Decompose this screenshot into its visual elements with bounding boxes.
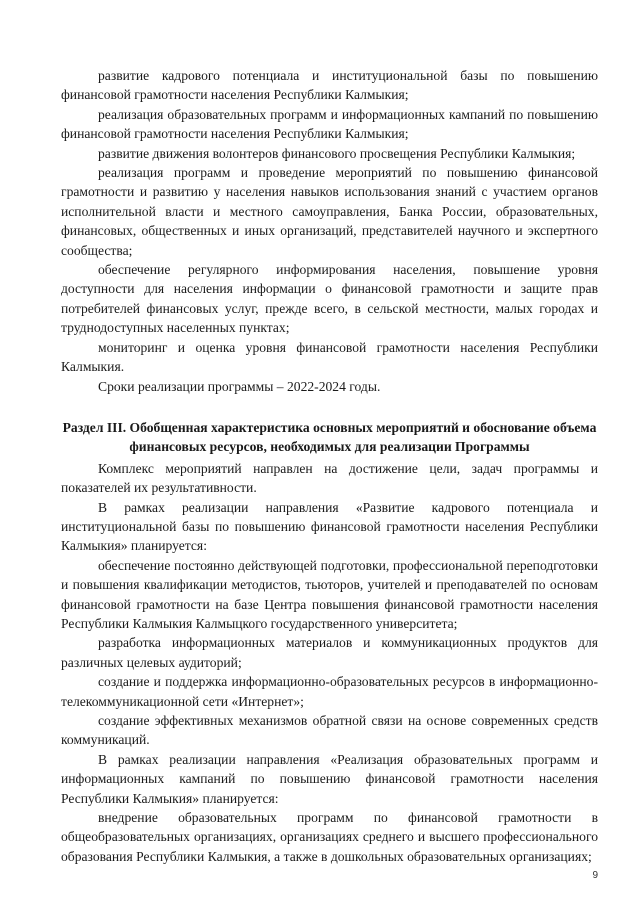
paragraph-internet-resources: создание и поддержка информационно-образовательных ресурсов в информационно-телекоммуникационной сети «Интернет»;: [61, 674, 598, 709]
paragraph-feedback: создание эффективных механизмов обратной связи на основе современных средств коммуникаций.: [61, 713, 598, 748]
page-number: 9: [592, 870, 598, 881]
section-body: [61, 459, 598, 867]
paragraph-implementation: внедрение образовательных программ по финансовой грамотности в общеобразовательных организациях, организациях среднего и высшего профессионального образования Республики Калмыкия, а также в дошкольных образовательных организациях;: [61, 810, 598, 864]
objectives-list: [61, 66, 598, 396]
paragraph-informing: обеспечение регулярного информирования населения, повышение уровня доступности для населения информации о финансовой грамотности и защите прав потребителей финансовых услуг, прежде всего, в сельской местности, малых городах и труднодоступных населенных пунктах;: [61, 262, 598, 336]
paragraph-education-campaigns: реализация образовательных программ и информационных кампаний по повышению финансовой грамотности населения Республики Калмыкия;: [61, 106, 598, 142]
paragraph-materials: разработка информационных материалов и коммуникационных продуктов для различных целевых аудиторий;: [61, 635, 598, 670]
paragraph-training: обеспечение постоянно действующей подготовки, профессиональной переподготовки и повышения квалификации методистов, тьюторов, учителей и преподавателей по основам финансовой грамотности на базе Центра повышения финансовой грамотности населения Республики Калмыкия Калмыцкого государственного университета;: [61, 557, 598, 631]
paragraph-direction-education: В рамках реализации направления «Реализация образовательных программ и информационных кампаний по повышению финансовой грамотности населения Республики Калмыкия» планируется:: [61, 751, 598, 806]
section-heading: Раздел III. Обобщенная характеристика основных мероприятий и обоснование объема финансовых ресурсов, необходимых для реализации Программы: [62, 419, 597, 455]
paragraph-direction-staff: В рамках реализации направления «Развитие кадрового потенциала и институциональной базы по повышению финансовой грамотности населения Республики Калмыкия» планируется:: [61, 499, 598, 554]
paragraph-monitoring: мониторинг и оценка уровня финансовой грамотности населения Республики Калмыкия.: [61, 339, 598, 375]
paragraph-programs-events: реализация программ и проведение мероприятий по повышению финансовой грамотности и развитию у населения навыков использования знаний с участием органов исполнительной власти и местного самоуправления, Банка России, образовательных, финансовых, общественных и иных организаций, представителей научного и экспертного сообщества;: [61, 165, 598, 258]
paragraph-intro: Комплекс мероприятий направлен на достижение цели, задач программы и показателей их результативности.: [61, 460, 598, 496]
paragraph-volunteers: развитие движения волонтеров финансового просвещения Республики Калмыкия;: [98, 145, 576, 161]
paragraph-program-period: Сроки реализации программы – 2022-2024 годы.: [98, 378, 381, 394]
paragraph-staff-development: развитие кадрового потенциала и институциональной базы по повышению финансовой грамотности населения Республики Калмыкия;: [61, 68, 598, 103]
